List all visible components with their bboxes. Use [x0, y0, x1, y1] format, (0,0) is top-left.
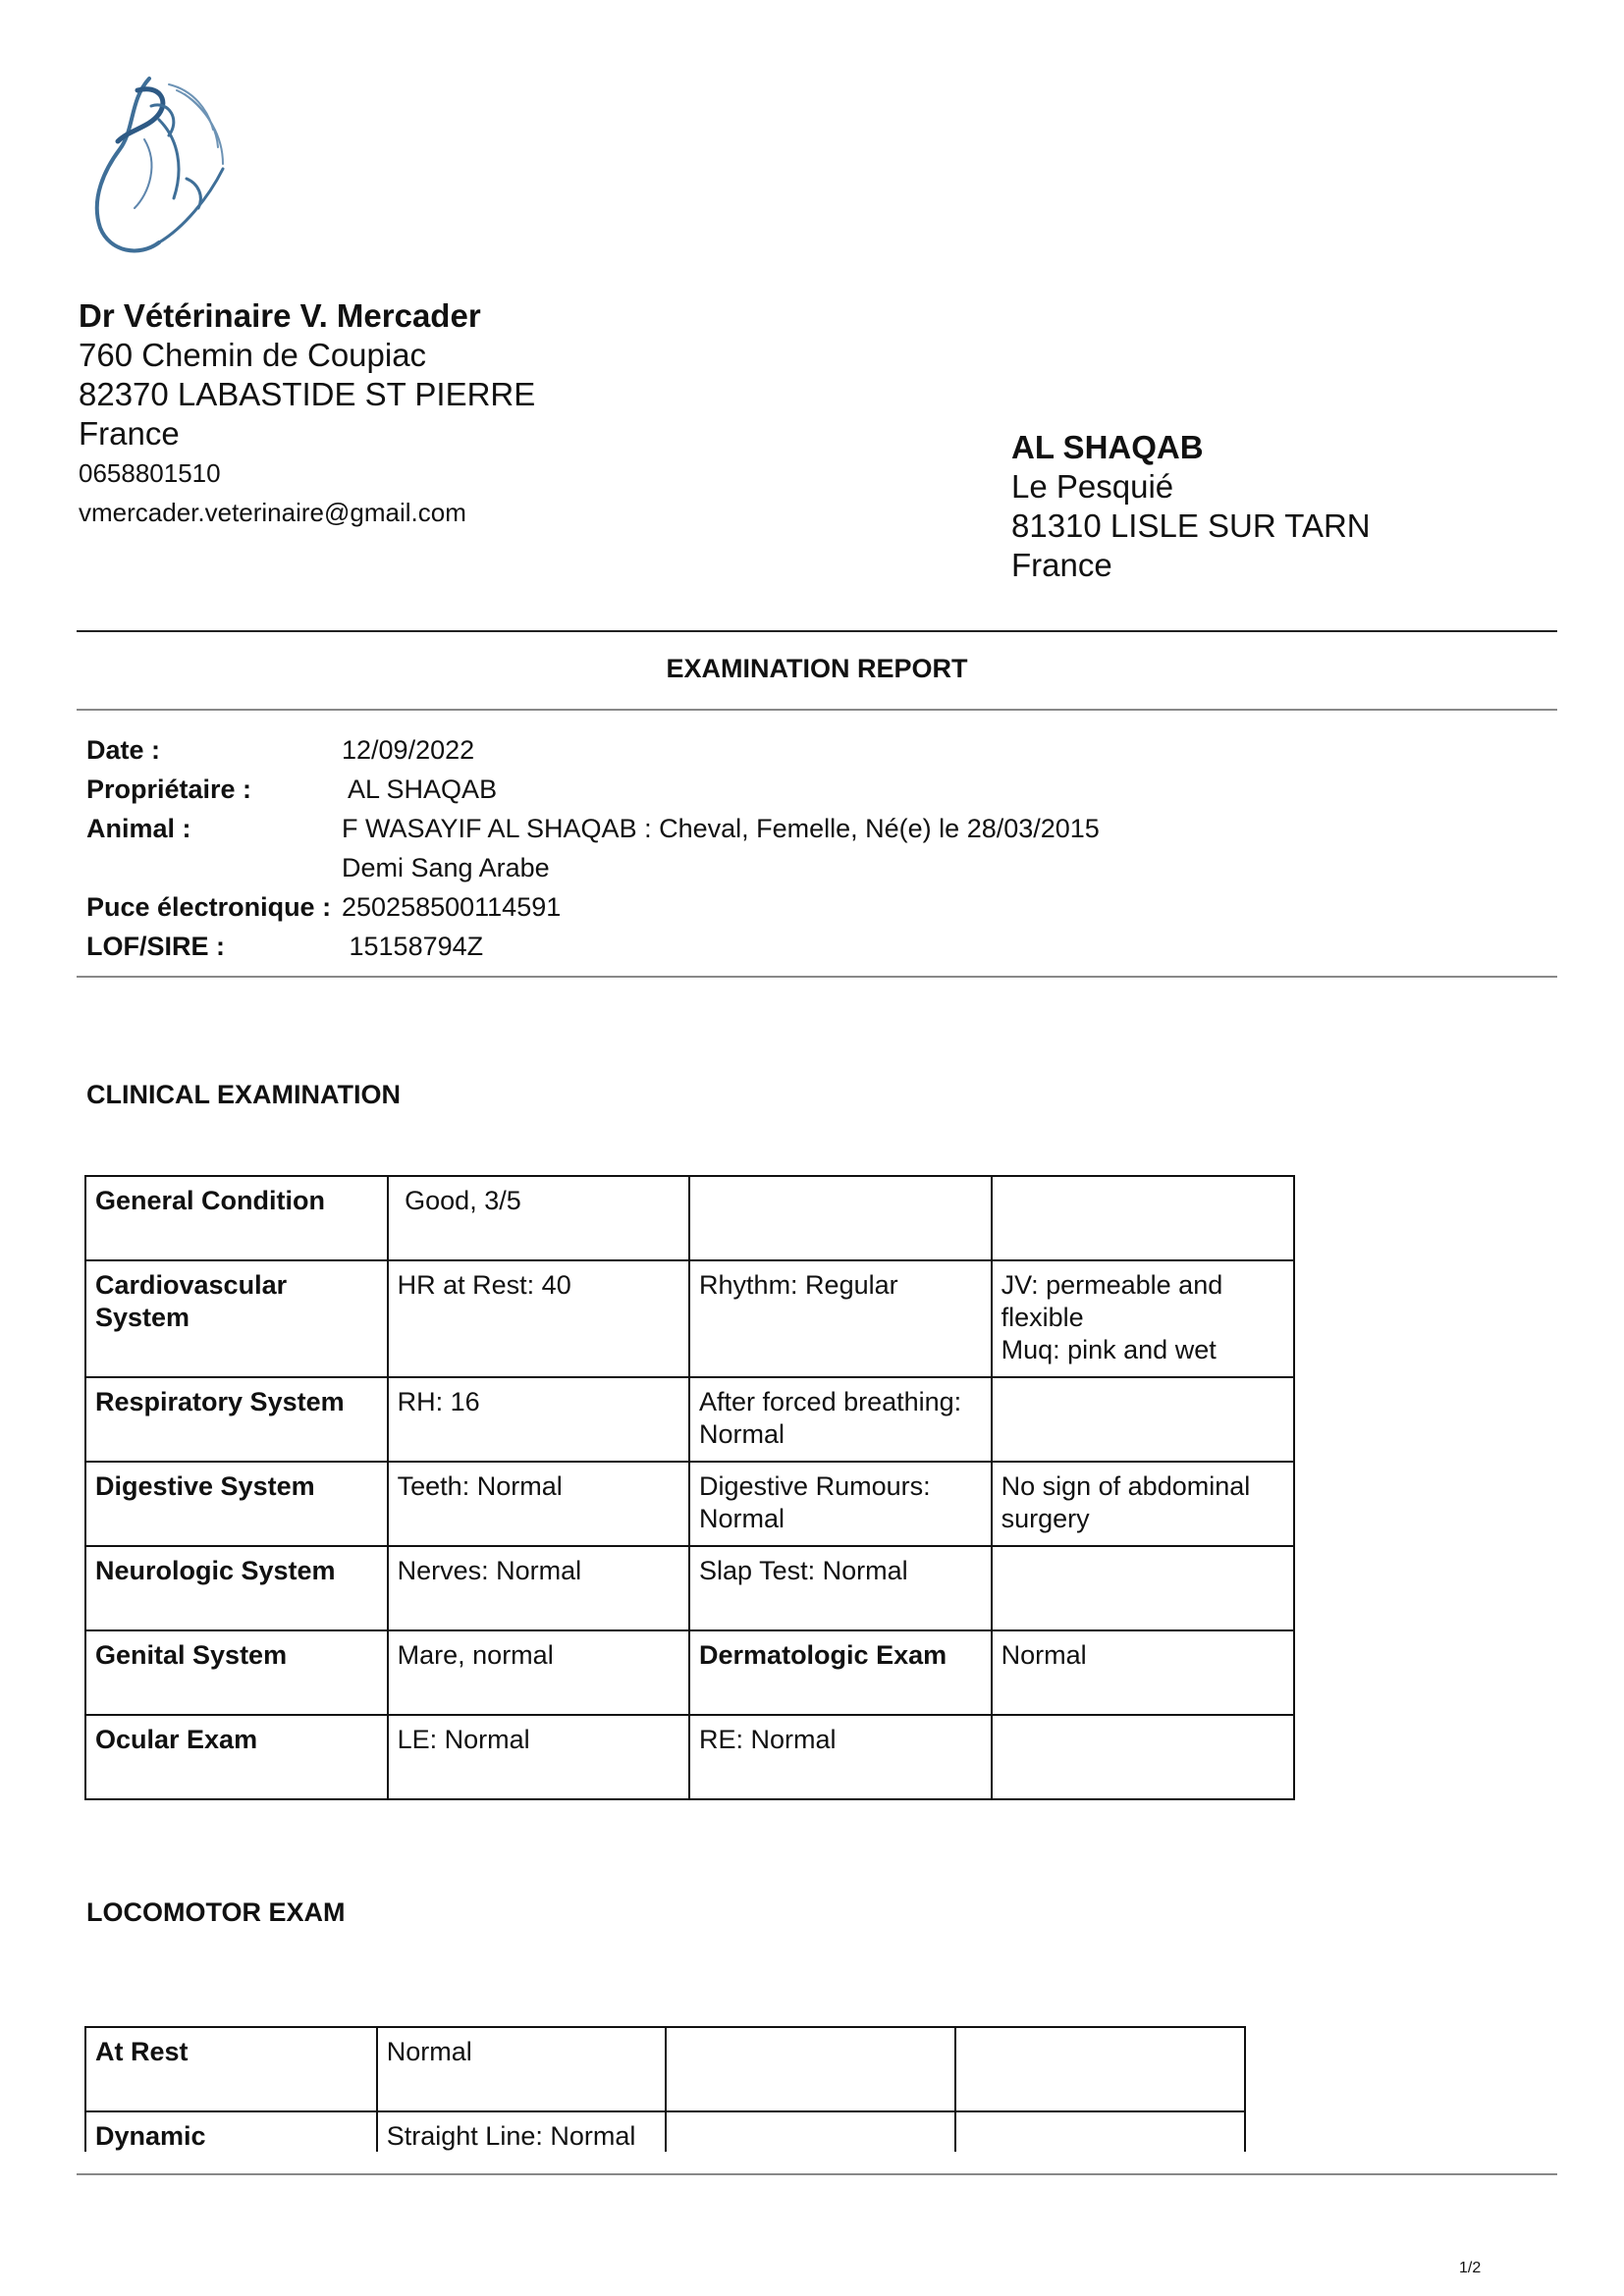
sender-name: Dr Vétérinaire V. Mercader — [79, 297, 481, 334]
table-row — [85, 1715, 1294, 1799]
sender-street: 760 Chemin de Coupiac — [79, 337, 427, 373]
divider — [77, 630, 1557, 632]
table-cell: Straight Line: Normal — [377, 2111, 667, 2152]
table-cell: Dermatologic Exam — [689, 1630, 992, 1715]
table-cell — [689, 1176, 992, 1260]
table-cell: Teeth: Normal — [388, 1462, 689, 1546]
recipient-country: France — [1011, 547, 1112, 583]
table-cell: Digestive System — [85, 1462, 388, 1546]
table-cell: RH: 16 — [388, 1377, 689, 1462]
info-value: F WASAYIF AL SHAQAB : Cheval, Femelle, Né(e) le 28/03/2015 — [342, 814, 1100, 843]
table-row — [85, 1546, 1294, 1630]
info-label: LOF/SIRE : — [86, 932, 225, 961]
table-cell — [955, 2027, 1245, 2111]
table-cell: Slap Test: Normal — [689, 1546, 992, 1630]
sender-phone: 0658801510 — [79, 458, 221, 488]
table-cell: JV: permeable and flexible Muq: pink and wet — [992, 1260, 1294, 1377]
table-row — [85, 1462, 1294, 1546]
recipient-address-block — [1011, 428, 1371, 585]
divider — [77, 2173, 1557, 2175]
table-cell: Dynamic — [85, 2111, 377, 2152]
report-info — [86, 730, 1100, 966]
info-row-animal — [86, 809, 1100, 848]
horse-head-logo — [90, 71, 247, 263]
table-cell — [666, 2111, 955, 2152]
recipient-street: Le Pesquié — [1011, 468, 1174, 505]
table-cell: At Rest — [85, 2027, 377, 2111]
info-label: Animal : — [86, 814, 191, 843]
table-cell: After forced breathing: Normal — [689, 1377, 992, 1462]
table-cell: Normal — [377, 2027, 667, 2111]
sender-email: vmercader.veterinaire@gmail.com — [79, 498, 466, 527]
info-label: Date : — [86, 735, 161, 765]
table-cell — [992, 1377, 1294, 1462]
table-row — [85, 2027, 1245, 2111]
table-cell: Good, 3/5 — [388, 1176, 689, 1260]
divider — [77, 709, 1557, 711]
locomotor-table — [84, 2026, 1246, 2152]
info-row-breed — [86, 848, 1100, 887]
report-title: EXAMINATION REPORT — [666, 654, 968, 683]
info-value: AL SHAQAB — [342, 774, 498, 804]
info-label: Puce électronique : — [86, 892, 332, 922]
info-row-microchip — [86, 887, 1100, 927]
table-cell: Digestive Rumours: Normal — [689, 1462, 992, 1546]
locomotor-section-title: LOCOMOTOR EXAM — [86, 1897, 346, 1927]
table-cell — [955, 2111, 1245, 2152]
table-cell — [992, 1546, 1294, 1630]
table-cell: No sign of abdominal surgery — [992, 1462, 1294, 1546]
info-value: 15158794Z — [342, 932, 484, 961]
table-cell: Cardiovascular System — [85, 1260, 388, 1377]
table-cell: Genital System — [85, 1630, 388, 1715]
sender-city: 82370 LABASTIDE ST PIERRE — [79, 376, 536, 412]
sender-address-block — [79, 296, 535, 532]
table-cell — [992, 1715, 1294, 1799]
info-label: Propriétaire : — [86, 774, 252, 804]
table-cell — [992, 1176, 1294, 1260]
table-cell: Rhythm: Regular — [689, 1260, 992, 1377]
recipient-name: AL SHAQAB — [1011, 429, 1204, 465]
table-row — [85, 1260, 1294, 1377]
table-row — [85, 1176, 1294, 1260]
table-cell: Neurologic System — [85, 1546, 388, 1630]
info-value: Demi Sang Arabe — [342, 853, 550, 882]
sender-country: France — [79, 415, 180, 452]
info-label — [86, 848, 342, 887]
table-row — [85, 1630, 1294, 1715]
table-cell: RE: Normal — [689, 1715, 992, 1799]
page-number: 1/2 — [1459, 2260, 1482, 2276]
info-row-sire — [86, 927, 1100, 966]
table-cell: LE: Normal — [388, 1715, 689, 1799]
divider — [77, 976, 1557, 978]
info-row-date — [86, 730, 1100, 770]
table-row — [85, 2111, 1245, 2152]
locomotor-table-clip — [77, 2020, 1353, 2152]
table-cell: Normal — [992, 1630, 1294, 1715]
table-cell: Nerves: Normal — [388, 1546, 689, 1630]
table-cell: Respiratory System — [85, 1377, 388, 1462]
info-value: 12/09/2022 — [342, 735, 475, 765]
table-cell — [666, 2027, 955, 2111]
table-cell: HR at Rest: 40 — [388, 1260, 689, 1377]
clinical-table — [84, 1175, 1295, 1800]
table-cell: Ocular Exam — [85, 1715, 388, 1799]
clinical-section-title: CLINICAL EXAMINATION — [86, 1080, 401, 1109]
table-cell: Mare, normal — [388, 1630, 689, 1715]
table-row — [85, 1377, 1294, 1462]
info-value: 250258500114591 — [342, 892, 562, 922]
table-cell: General Condition — [85, 1176, 388, 1260]
recipient-city: 81310 LISLE SUR TARN — [1011, 507, 1371, 544]
info-row-owner — [86, 770, 1100, 809]
